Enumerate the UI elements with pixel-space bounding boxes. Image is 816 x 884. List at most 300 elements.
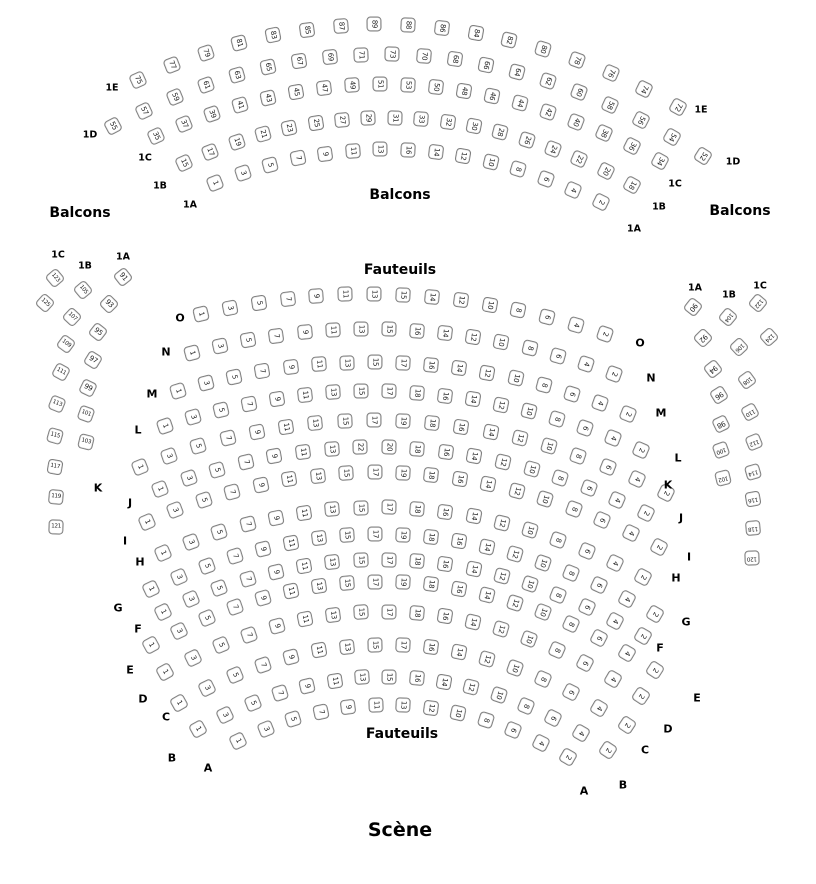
seat[interactable]: 12	[465, 329, 482, 346]
seat[interactable]: 11	[297, 387, 314, 404]
seat[interactable]: 118	[745, 520, 761, 536]
seat[interactable]: 93	[98, 293, 119, 314]
seat[interactable]: 2	[645, 660, 666, 681]
seat[interactable]: 95	[87, 321, 108, 342]
seat[interactable]: 16	[451, 470, 468, 487]
seat[interactable]: 15	[395, 287, 411, 303]
seat[interactable]: 49	[344, 77, 360, 93]
seat[interactable]: 9	[248, 423, 266, 441]
seat[interactable]: 16	[450, 580, 467, 597]
seat[interactable]: 114	[744, 463, 763, 482]
seat[interactable]: 8	[533, 669, 553, 689]
seat[interactable]: 6	[562, 384, 581, 403]
seat[interactable]: 41	[231, 95, 250, 114]
seat[interactable]: 17	[381, 500, 396, 515]
seat[interactable]: 30	[465, 117, 483, 135]
seat[interactable]: 2	[595, 325, 614, 344]
seat[interactable]: 19	[395, 413, 411, 429]
seat[interactable]: 16	[453, 418, 470, 435]
seat[interactable]: 15	[367, 355, 382, 370]
seat[interactable]: 5	[210, 523, 229, 542]
seat[interactable]: 18	[409, 441, 425, 457]
seat[interactable]: 10	[521, 575, 540, 594]
seat[interactable]: 110	[740, 402, 760, 422]
seat[interactable]: 1	[155, 662, 175, 682]
seat[interactable]: 9	[267, 563, 285, 581]
seat[interactable]: 7	[238, 570, 257, 589]
seat[interactable]: 36	[622, 136, 642, 156]
seat[interactable]: 4	[605, 611, 625, 631]
seat[interactable]: 16	[400, 142, 416, 158]
seat[interactable]: 13	[325, 606, 342, 623]
seat[interactable]: 6	[575, 418, 594, 437]
seat[interactable]: 16	[437, 387, 454, 404]
seat[interactable]: 27	[334, 111, 350, 127]
seat[interactable]: 14	[451, 360, 468, 377]
seat[interactable]: 81	[230, 34, 248, 52]
seat[interactable]: 6	[577, 597, 597, 617]
seat[interactable]: 3	[221, 299, 239, 317]
seat[interactable]: 10	[493, 333, 511, 351]
seat[interactable]: 13	[339, 638, 355, 654]
seat[interactable]: 7	[223, 483, 241, 501]
seat[interactable]: 38	[594, 123, 614, 143]
seat[interactable]: 5	[197, 556, 216, 575]
seat[interactable]: 17	[367, 574, 382, 589]
seat[interactable]: 8	[561, 614, 581, 634]
seat[interactable]: 12	[511, 429, 529, 447]
seat[interactable]: 4	[603, 429, 622, 448]
seat[interactable]: 61	[197, 76, 216, 95]
seat[interactable]: 62	[538, 72, 557, 91]
seat[interactable]: 13	[323, 441, 339, 457]
seat[interactable]: 1	[153, 543, 173, 563]
seat[interactable]: 12	[492, 620, 511, 639]
seat[interactable]: 2	[636, 503, 656, 523]
seat[interactable]: 16	[409, 670, 425, 686]
seat[interactable]: 2	[558, 747, 579, 768]
seat[interactable]: 2	[598, 739, 619, 760]
seat[interactable]: 10	[533, 603, 552, 622]
seat[interactable]: 18	[409, 605, 425, 621]
seat[interactable]: 2	[617, 715, 638, 736]
seat[interactable]: 72	[668, 96, 688, 116]
seat[interactable]: 5	[212, 401, 230, 419]
seat[interactable]: 6	[536, 169, 555, 188]
seat[interactable]: 25	[307, 114, 324, 131]
seat[interactable]: 6	[589, 575, 609, 595]
seat[interactable]: 11	[281, 471, 298, 488]
seat[interactable]: 5	[210, 579, 229, 598]
seat[interactable]: 10	[521, 521, 540, 540]
seat[interactable]: 63	[228, 66, 247, 85]
seat[interactable]: 9	[317, 145, 334, 162]
seat[interactable]: 7	[239, 515, 257, 533]
seat[interactable]: 8	[549, 530, 568, 549]
seat[interactable]: 4	[570, 723, 590, 743]
seat[interactable]: 13	[367, 287, 382, 302]
seat[interactable]: 7	[279, 290, 296, 307]
seat[interactable]: 3	[169, 567, 189, 587]
seat[interactable]: 9	[252, 476, 270, 494]
seat[interactable]: 50	[428, 79, 444, 95]
seat[interactable]: 14	[479, 475, 497, 493]
seat[interactable]: 45	[287, 83, 304, 100]
seat[interactable]: 113	[47, 394, 67, 414]
seat[interactable]: 15	[339, 575, 355, 591]
seat[interactable]: 12	[462, 678, 480, 696]
seat[interactable]: 86	[433, 19, 450, 36]
seat[interactable]: 2	[631, 440, 651, 460]
seat[interactable]: 18	[409, 385, 425, 401]
seat[interactable]: 56	[631, 110, 651, 130]
seat[interactable]: 19	[395, 465, 411, 481]
seat[interactable]: 15	[353, 384, 368, 399]
seat[interactable]: 4	[564, 180, 584, 200]
seat[interactable]: 11	[310, 642, 327, 659]
seat[interactable]: 7	[237, 453, 255, 471]
seat[interactable]: 65	[259, 58, 277, 76]
seat[interactable]: 18	[423, 576, 440, 593]
seat[interactable]: 76	[601, 64, 621, 84]
seat[interactable]: 6	[598, 457, 617, 476]
seat[interactable]: 8	[521, 339, 539, 357]
seat[interactable]: 9	[268, 390, 285, 407]
seat[interactable]: 59	[165, 87, 185, 107]
seat[interactable]: 1	[169, 692, 189, 712]
seat[interactable]: 10	[449, 704, 467, 722]
seat[interactable]: 3	[183, 648, 203, 668]
seat[interactable]: 15	[337, 413, 353, 429]
seat[interactable]: 6	[575, 653, 595, 673]
seat[interactable]: 100	[711, 440, 730, 459]
seat[interactable]: 16	[423, 639, 440, 656]
seat[interactable]: 1	[205, 173, 224, 192]
seat[interactable]: 9	[267, 509, 285, 527]
seat[interactable]: 5	[211, 635, 231, 655]
seat[interactable]: 3	[197, 678, 217, 698]
seat[interactable]: 67	[291, 53, 308, 70]
seat[interactable]: 11	[296, 557, 313, 574]
seat[interactable]: 3	[169, 621, 189, 641]
seat[interactable]: 17	[201, 142, 220, 161]
seat[interactable]: 8	[476, 711, 495, 730]
seat[interactable]: 8	[534, 376, 552, 394]
seat[interactable]: 13	[310, 578, 327, 595]
seat[interactable]: 10	[505, 658, 524, 677]
seat[interactable]: 3	[181, 590, 201, 610]
seat[interactable]: 7	[239, 625, 258, 644]
seat[interactable]: 9	[282, 359, 299, 376]
seat[interactable]: 5	[189, 437, 208, 456]
seat[interactable]: 5	[284, 710, 303, 729]
seat[interactable]: 37	[174, 114, 193, 133]
seat[interactable]: 11	[311, 356, 327, 372]
seat[interactable]: 12	[452, 292, 469, 309]
seat[interactable]: 14	[465, 560, 483, 578]
seat[interactable]: 13	[309, 467, 326, 484]
seat[interactable]: 66	[477, 56, 495, 74]
seat[interactable]: 1	[130, 457, 149, 476]
seat[interactable]: 8	[548, 410, 567, 429]
seat[interactable]: 2	[631, 686, 652, 707]
seat[interactable]: 5	[225, 666, 245, 686]
seat[interactable]: 64	[507, 63, 525, 81]
seat[interactable]: 18	[409, 501, 425, 517]
seat[interactable]: 12	[493, 567, 511, 585]
seat[interactable]: 12	[478, 650, 496, 668]
seat[interactable]: 17	[395, 355, 411, 371]
seat[interactable]: 28	[491, 123, 509, 141]
seat[interactable]: 11	[296, 611, 314, 629]
seat[interactable]: 33	[413, 111, 429, 127]
seat[interactable]: 83	[264, 26, 282, 44]
seat[interactable]: 79	[196, 44, 215, 63]
seat[interactable]: 14	[437, 325, 454, 342]
seat[interactable]: 13	[395, 697, 411, 713]
seat[interactable]: 8	[509, 160, 528, 179]
seat[interactable]: 4	[567, 316, 586, 335]
seat[interactable]: 20	[596, 161, 616, 181]
seat[interactable]: 1	[228, 731, 248, 751]
seat[interactable]: 14	[427, 144, 444, 161]
seat[interactable]: 10	[522, 460, 540, 478]
seat[interactable]: 58	[600, 96, 620, 116]
seat[interactable]: 13	[353, 322, 368, 337]
seat[interactable]: 55	[103, 116, 123, 136]
seat[interactable]: 5	[197, 608, 217, 628]
seat[interactable]: 115	[46, 427, 65, 446]
seat[interactable]: 9	[308, 288, 324, 304]
seat[interactable]: 15	[367, 637, 382, 652]
seat[interactable]: 15	[353, 500, 368, 515]
seat[interactable]: 7	[219, 429, 237, 447]
seat[interactable]: 68	[446, 51, 463, 68]
seat[interactable]: 18	[424, 415, 440, 431]
seat[interactable]: 103	[77, 433, 95, 451]
seat[interactable]: 112	[744, 432, 764, 452]
seat[interactable]: 14	[424, 289, 440, 305]
seat[interactable]: 18	[409, 553, 425, 569]
seat[interactable]: 8	[551, 468, 570, 487]
seat[interactable]: 7	[289, 150, 307, 168]
seat[interactable]: 6	[561, 682, 581, 702]
seat[interactable]: 109	[56, 334, 77, 355]
seat[interactable]: 7	[254, 655, 273, 674]
seat[interactable]: 13	[373, 142, 388, 157]
seat[interactable]: 52	[693, 146, 714, 167]
seat[interactable]: 11	[278, 418, 295, 435]
seat[interactable]: 17	[381, 604, 396, 619]
seat[interactable]: 11	[368, 697, 384, 713]
seat[interactable]: 5	[208, 460, 226, 478]
seat[interactable]: 107	[61, 306, 82, 327]
seat[interactable]: 19	[395, 574, 411, 590]
seat[interactable]: 7	[312, 703, 330, 721]
seat[interactable]: 84	[467, 24, 484, 41]
seat[interactable]: 6	[579, 478, 598, 497]
seat[interactable]: 98	[711, 414, 731, 434]
seat[interactable]: 97	[83, 350, 104, 371]
seat[interactable]: 60	[569, 83, 588, 102]
seat[interactable]: 14	[464, 391, 481, 408]
seat[interactable]: 42	[539, 102, 558, 121]
seat[interactable]: 7	[254, 363, 271, 380]
seat[interactable]: 4	[608, 490, 628, 510]
seat[interactable]: 104	[717, 306, 738, 327]
seat[interactable]: 90	[682, 296, 703, 317]
seat[interactable]: 16	[409, 323, 425, 339]
seat[interactable]: 19	[227, 133, 246, 152]
seat[interactable]: 8	[564, 499, 583, 518]
seat[interactable]: 54	[662, 127, 682, 147]
seat[interactable]: 39	[202, 104, 221, 123]
seat[interactable]: 22	[569, 149, 589, 169]
seat[interactable]: 87	[332, 18, 348, 34]
seat[interactable]: 22	[352, 440, 367, 455]
seat[interactable]: 6	[543, 708, 563, 728]
seat[interactable]: 3	[256, 719, 275, 738]
seat[interactable]: 8	[510, 301, 528, 319]
seat[interactable]: 1	[155, 417, 174, 436]
seat[interactable]: 71	[354, 47, 370, 63]
seat[interactable]: 2	[591, 192, 611, 212]
seat[interactable]: 80	[534, 39, 553, 58]
seat[interactable]: 3	[184, 408, 203, 427]
seat[interactable]: 11	[282, 582, 300, 600]
seat[interactable]: 15	[382, 669, 397, 684]
seat[interactable]: 102	[714, 469, 732, 487]
seat[interactable]: 1	[141, 579, 161, 599]
seat[interactable]: 12	[508, 482, 526, 500]
seat[interactable]: 10	[482, 153, 500, 171]
seat[interactable]: 9	[266, 448, 283, 465]
seat[interactable]: 9	[268, 617, 286, 635]
seat[interactable]: 8	[561, 563, 581, 583]
seat[interactable]: 7	[240, 395, 258, 413]
seat[interactable]: 10	[481, 296, 498, 313]
seat[interactable]: 16	[423, 357, 439, 373]
seat[interactable]: 13	[354, 669, 370, 685]
seat[interactable]: 17	[381, 384, 396, 399]
seat[interactable]: 74	[634, 79, 654, 99]
seat[interactable]: 16	[437, 443, 454, 460]
seat[interactable]: 120	[744, 550, 760, 566]
seat[interactable]: 16	[437, 503, 454, 520]
seat[interactable]: 11	[282, 534, 299, 551]
seat[interactable]: 111	[51, 362, 71, 382]
seat[interactable]: 3	[197, 374, 215, 392]
seat[interactable]: 13	[325, 385, 341, 401]
seat[interactable]: 21	[254, 125, 272, 143]
seat[interactable]: 92	[692, 327, 713, 348]
seat[interactable]: 5	[250, 294, 267, 311]
seat[interactable]: 2	[633, 567, 653, 587]
seat[interactable]: 47	[316, 80, 333, 97]
seat[interactable]: 99	[78, 378, 98, 398]
seat[interactable]: 11	[326, 672, 343, 689]
seat[interactable]: 18	[423, 467, 439, 483]
seat[interactable]: 24	[543, 139, 562, 158]
seat[interactable]: 26	[517, 130, 536, 149]
seat[interactable]: 14	[466, 447, 483, 464]
seat[interactable]: 73	[385, 47, 400, 62]
seat[interactable]: 124	[758, 326, 779, 347]
seat[interactable]: 15	[353, 552, 369, 568]
seat[interactable]: 3	[166, 501, 185, 520]
seat[interactable]: 117	[46, 458, 63, 475]
seat[interactable]: 15	[381, 322, 396, 337]
seat[interactable]: 9	[296, 324, 312, 340]
seat[interactable]: 1	[192, 305, 210, 323]
seat[interactable]: 4	[617, 643, 638, 664]
seat[interactable]: 3	[211, 337, 229, 355]
seat[interactable]: 13	[339, 355, 355, 371]
seat[interactable]: 23	[281, 119, 299, 137]
seat[interactable]: 10	[520, 402, 538, 420]
seat[interactable]: 88	[400, 17, 416, 33]
seat[interactable]: 48	[455, 82, 472, 99]
seat[interactable]: 13	[324, 501, 340, 517]
seat[interactable]: 15	[339, 527, 355, 543]
seat[interactable]: 3	[233, 164, 252, 183]
seat[interactable]: 11	[345, 143, 361, 159]
seat[interactable]: 17	[395, 637, 411, 653]
seat[interactable]: 51	[372, 77, 387, 92]
seat[interactable]: 35	[146, 126, 166, 146]
seat[interactable]: 2	[649, 537, 669, 557]
seat[interactable]: 31	[387, 110, 402, 125]
seat[interactable]: 12	[506, 544, 525, 563]
seat[interactable]: 14	[435, 673, 452, 690]
seat[interactable]: 12	[454, 148, 471, 165]
seat[interactable]: 17	[366, 413, 381, 428]
seat[interactable]: 5	[261, 156, 279, 174]
seat[interactable]: 106	[728, 336, 749, 357]
seat[interactable]: 5	[243, 693, 262, 712]
seat[interactable]: 1	[188, 719, 208, 739]
seat[interactable]: 2	[604, 364, 623, 383]
seat[interactable]: 6	[589, 627, 609, 647]
seat[interactable]: 7	[225, 598, 244, 617]
seat[interactable]: 4	[621, 523, 641, 543]
seat[interactable]: 20	[381, 440, 396, 455]
seat[interactable]: 9	[340, 699, 357, 716]
seat[interactable]: 125	[34, 292, 55, 313]
seat[interactable]: 12	[494, 453, 512, 471]
seat[interactable]: 108	[737, 370, 758, 391]
seat[interactable]: 122	[747, 292, 768, 313]
seat[interactable]: 2	[618, 404, 637, 423]
seat[interactable]: 1	[137, 512, 157, 532]
seat[interactable]: 15	[353, 604, 369, 620]
seat[interactable]: 11	[338, 287, 353, 302]
seat[interactable]: 14	[450, 643, 468, 661]
seat[interactable]: 13	[307, 415, 323, 431]
seat[interactable]: 7	[226, 547, 245, 566]
seat[interactable]: 5	[194, 491, 213, 510]
seat[interactable]: 1	[150, 479, 169, 498]
seat[interactable]: 94	[702, 358, 723, 379]
seat[interactable]: 121	[48, 519, 64, 535]
seat[interactable]: 6	[577, 541, 597, 561]
seat[interactable]: 6	[592, 510, 612, 530]
seat[interactable]: 10	[507, 369, 525, 387]
seat[interactable]: 4	[617, 589, 637, 609]
seat[interactable]: 119	[48, 489, 64, 505]
seat[interactable]: 105	[72, 279, 93, 300]
seat[interactable]: 40	[566, 112, 585, 131]
